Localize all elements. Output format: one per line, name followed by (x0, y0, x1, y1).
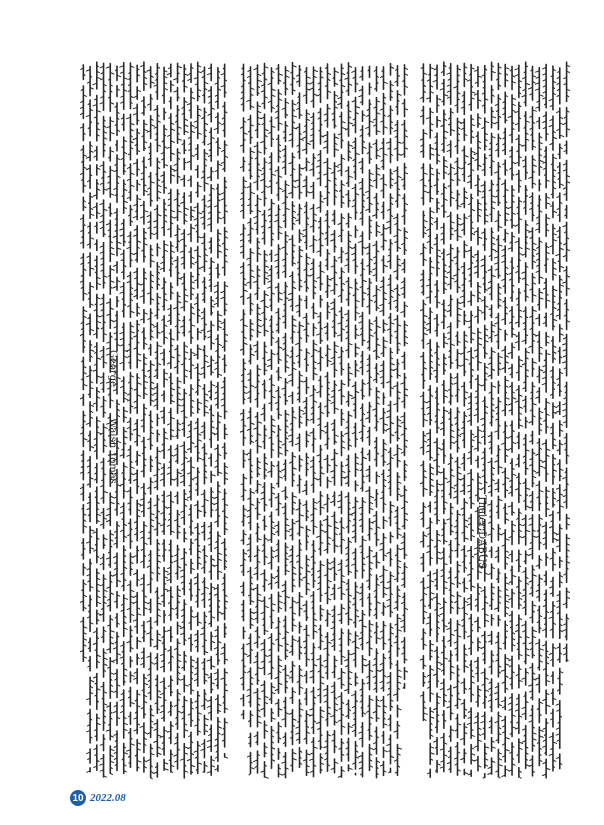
text-line (254, 65, 262, 773)
text-line (127, 63, 135, 767)
text-line (310, 67, 318, 777)
glyph-tick (249, 773, 251, 775)
text-line (140, 62, 148, 772)
vertical-script-lines (240, 60, 408, 780)
text-line (180, 65, 188, 778)
text-line (380, 67, 388, 775)
text-line (331, 68, 339, 773)
text-line (214, 68, 222, 771)
text-line (345, 63, 353, 771)
text-line (289, 62, 297, 771)
text-line (352, 68, 360, 775)
text-line (303, 68, 311, 776)
text-line (174, 63, 182, 769)
text-line (201, 67, 209, 772)
text-line (317, 67, 325, 772)
text-line (187, 64, 195, 774)
text-line (275, 65, 283, 777)
text-line (366, 66, 374, 770)
text-line (133, 65, 141, 770)
text-line (240, 64, 247, 718)
text-line (296, 66, 304, 768)
text-line (359, 67, 367, 777)
text-line (221, 64, 228, 758)
glyph-tick (110, 773, 112, 775)
text-line (153, 64, 161, 777)
text-line (324, 64, 332, 771)
text-line (93, 62, 101, 770)
text-line (387, 64, 395, 773)
text-column-left (80, 60, 228, 780)
text-line (120, 63, 128, 774)
text-line (373, 67, 381, 778)
text-line (268, 68, 276, 768)
text-line (401, 65, 408, 688)
vertical-script-lines (80, 60, 228, 780)
text-line (282, 67, 290, 778)
text-line (80, 65, 87, 661)
text-line (160, 67, 168, 770)
text-column-middle (240, 60, 408, 780)
text-line (194, 62, 202, 773)
glyph-tick (225, 757, 228, 759)
glyph-tick (265, 777, 269, 779)
text-line (338, 64, 346, 777)
text-line (167, 64, 175, 772)
text-line (394, 66, 402, 775)
text-line (207, 64, 215, 775)
glyph-tick (151, 777, 153, 779)
text-line (86, 67, 94, 773)
text-line (147, 67, 155, 779)
text-line (247, 67, 255, 775)
